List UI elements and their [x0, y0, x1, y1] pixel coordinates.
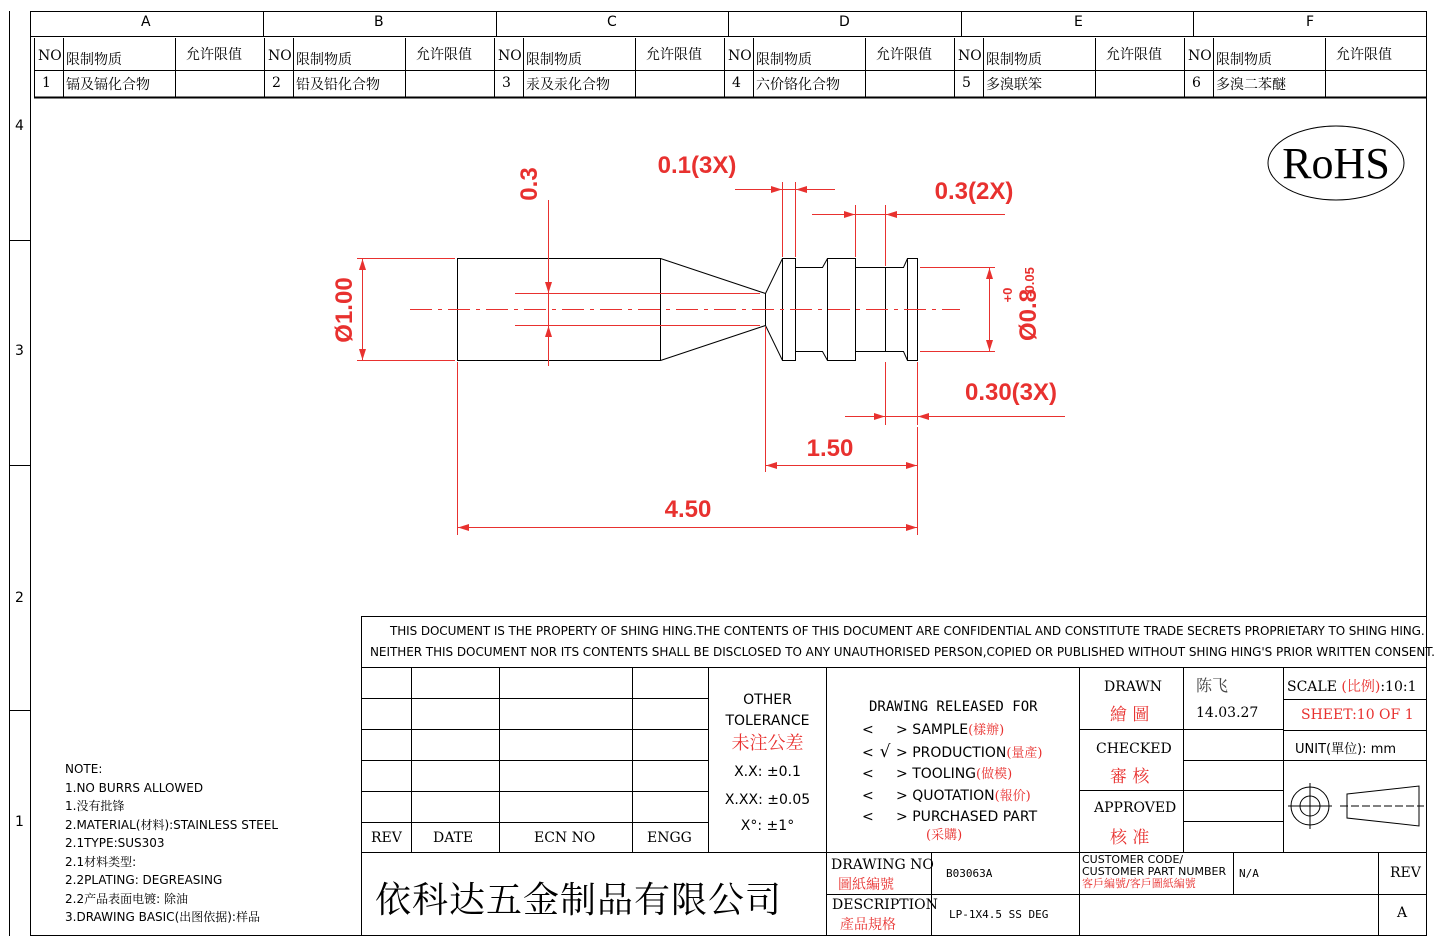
- zone-col-f: F: [1306, 14, 1315, 30]
- confidential-line-1: THIS DOCUMENT IS THE PROPERTY OF SHING HING.THE CONTENTS OF THIS DOCUMENT ARE CONFIDENTIAL AND CONSTITUTE TRADE SECRETS PROPRIETARY TO SHING HING.: [390, 624, 1425, 638]
- zone-col-a: A: [141, 14, 151, 30]
- substance-no: 6: [1192, 75, 1201, 91]
- dim-0-1x3: 0.1(3X): [657, 152, 737, 179]
- tolerance-line: X.X: ±0.1: [734, 764, 801, 780]
- header-substance: 限制物质: [986, 52, 1042, 68]
- release-label-cn: (做模): [976, 767, 1013, 782]
- zone-row-2: 2: [15, 590, 24, 606]
- company-name: 依科达五金制品有限公司: [375, 880, 783, 921]
- release-label-cn: (樣辦): [968, 723, 1005, 738]
- dim-0-3: 0.3: [516, 167, 543, 201]
- dim-diameter-0-8: Ø0.8: [1015, 288, 1042, 342]
- release-label: PURCHASED PART: [912, 809, 1038, 825]
- release-item-purchased[interactable]: < > PURCHASED PART: [862, 809, 1038, 825]
- dim-tol-plus: +0: [1000, 287, 1015, 303]
- header-limit: 允许限值: [646, 47, 702, 63]
- customer-label-cn: 客戶編號/客戶圖紙編號: [1082, 877, 1196, 890]
- substance-name: 铅及铅化合物: [296, 77, 380, 93]
- dim-tol-minus: -0.05: [1022, 267, 1037, 297]
- release-label: SAMPLE: [912, 722, 969, 738]
- note-line: 2.1材料类型:: [65, 854, 137, 869]
- header-substance: 限制物质: [296, 52, 352, 68]
- scale-label: SCALE: [1287, 679, 1337, 695]
- release-item-sample[interactable]: < > SAMPLE(樣辦): [862, 722, 1005, 738]
- header-substance: 限制物质: [66, 52, 122, 68]
- customer-label-2: CUSTOMER PART NUMBER: [1082, 865, 1227, 878]
- tolerance-block: [709, 690, 826, 838]
- substance-name: 多溴联笨: [986, 77, 1042, 93]
- substance-no: 5: [962, 75, 971, 91]
- scale-field: [1287, 676, 1416, 696]
- tolerance-line: X°: ±1°: [740, 818, 795, 834]
- zone-col-b: B: [374, 14, 384, 30]
- unit-field: [1295, 738, 1396, 757]
- header-limit: 允许限值: [186, 47, 242, 63]
- release-label-cn: (量產): [1006, 745, 1043, 761]
- scale-label-cn: (比例): [1341, 679, 1381, 695]
- release-item-production[interactable]: < √ > PRODUCTION(量產): [862, 741, 1043, 762]
- rev-value: A: [1397, 905, 1408, 921]
- drawing-no-label: DRAWING NO: [831, 857, 934, 873]
- substance-no: 1: [42, 75, 51, 91]
- release-title: DRAWING RELEASED FOR: [869, 699, 1038, 715]
- release-label: TOOLING: [912, 766, 977, 782]
- header-limit: 允许限值: [1106, 47, 1162, 63]
- description-value: LP-1X4.5 SS DEG: [949, 908, 1049, 921]
- customer-label-1: CUSTOMER CODE/: [1082, 853, 1184, 866]
- release-label: PRODUCTION: [912, 744, 1007, 761]
- note-line: 2.MATERIAL(材料):STAINLESS STEEL: [65, 817, 279, 832]
- notes-block: [65, 760, 278, 927]
- drawing-number: B03063A: [946, 867, 993, 880]
- release-label-cn: (采購): [926, 827, 963, 843]
- zone-row-4: 4: [15, 118, 24, 134]
- substance-no: 3: [502, 75, 511, 91]
- dim-1-50: 1.50: [806, 435, 854, 462]
- drawn-label: DRAWN: [1104, 679, 1162, 695]
- note-line: 3.DRAWING BASIC(出图依据):样品: [65, 910, 260, 924]
- dim-diameter-1: Ø1.00: [331, 277, 358, 343]
- substance-name: 多溴二苯醚: [1216, 77, 1286, 93]
- release-label: QUOTATION: [912, 787, 995, 804]
- ecn-header: ECN NO: [534, 830, 596, 846]
- customer-value: N/A: [1239, 867, 1259, 880]
- note-line: 2.2产品表面电镀: 除油: [65, 891, 188, 906]
- description-label: DESCRIPTION: [832, 897, 938, 913]
- drawn-name: 陈飞: [1196, 676, 1229, 695]
- checkmark: √: [879, 741, 891, 762]
- checked-label: CHECKED: [1096, 741, 1172, 757]
- header-substance: 限制物质: [1216, 52, 1272, 68]
- header-limit: 允许限值: [1336, 47, 1392, 63]
- release-item-quotation[interactable]: < > QUOTATION(報价): [862, 787, 1031, 804]
- description-label-cn: 產品規格: [840, 917, 896, 933]
- header-substance: 限制物质: [526, 52, 582, 68]
- scale-value: :10:1: [1380, 679, 1417, 695]
- header-limit: 允许限值: [416, 47, 472, 63]
- checked-label-cn: 審 核: [1110, 767, 1150, 787]
- rev-label: REV: [1390, 865, 1421, 881]
- zone-col-e: E: [1074, 14, 1083, 30]
- drawn-label-cn: 繪 圖: [1110, 705, 1150, 725]
- rev-header: REV: [371, 830, 402, 846]
- release-list: [862, 720, 1043, 843]
- approved-label: APPROVED: [1094, 800, 1177, 816]
- header-no: NO: [728, 48, 752, 64]
- zone-col-d: D: [839, 14, 850, 30]
- sheet-number: SHEET:10 OF 1: [1301, 707, 1414, 723]
- tolerance-title-1: OTHER: [743, 692, 792, 708]
- zone-row-1: 1: [15, 814, 24, 830]
- substance-no: 4: [732, 75, 741, 91]
- header-limit: 允许限值: [876, 47, 932, 63]
- confidential-line-2: NEITHER THIS DOCUMENT NOR ITS CONTENTS SHALL BE DISCLOSED TO ANY UNAUTHORISED PERSON,COPIED OR PUBLISHED WITHOUT SHING HING'S PRIOR WRITTEN CONSENT.: [370, 645, 1435, 659]
- dim-0-30x3: 0.30(3X): [964, 379, 1058, 406]
- tolerance-title-cn: 未注公差: [731, 733, 804, 754]
- drawn-date: 14.03.27: [1196, 705, 1259, 721]
- header-no: NO: [1188, 48, 1212, 64]
- header-no: NO: [958, 48, 982, 64]
- unit-value: mm: [1370, 742, 1397, 757]
- unit-label: UNIT(單位):: [1295, 742, 1367, 757]
- note-line: 1.NO BURRS ALLOWED: [65, 780, 204, 795]
- substance-no: 2: [272, 75, 281, 91]
- rohs-mark: RoHS: [1282, 139, 1390, 188]
- date-header: DATE: [433, 830, 474, 846]
- tolerance-title-2: TOLERANCE: [725, 713, 810, 729]
- substance-name: 镉及镉化合物: [66, 77, 150, 93]
- dim-4-50: 4.50: [664, 496, 712, 523]
- header-no: NO: [268, 48, 292, 64]
- header-substance: 限制物质: [756, 52, 812, 68]
- header-no: NO: [498, 48, 522, 64]
- notes-title: NOTE:: [65, 762, 103, 776]
- engg-header: ENGG: [647, 830, 692, 846]
- drawing-no-label-cn: 圖紙編號: [838, 877, 894, 893]
- tolerance-line: X.XX: ±0.05: [724, 792, 811, 808]
- zone-col-c: C: [607, 14, 617, 30]
- note-line: 1.没有批锋: [65, 799, 125, 813]
- release-label-cn: (報价): [994, 788, 1031, 804]
- substance-name: 六价铬化合物: [756, 77, 840, 93]
- zone-row-3: 3: [15, 343, 24, 359]
- note-line: 2.2PLATING: DEGREASING: [65, 873, 223, 887]
- dim-0-3x2: 0.3(2X): [934, 178, 1014, 205]
- note-line: 2.1TYPE:SUS303: [65, 836, 165, 850]
- header-no: NO: [38, 48, 62, 64]
- release-item-tooling[interactable]: < > TOOLING(做模): [862, 766, 1013, 782]
- substance-name: 汞及汞化合物: [526, 77, 610, 93]
- approved-label-cn: 核 准: [1110, 828, 1150, 848]
